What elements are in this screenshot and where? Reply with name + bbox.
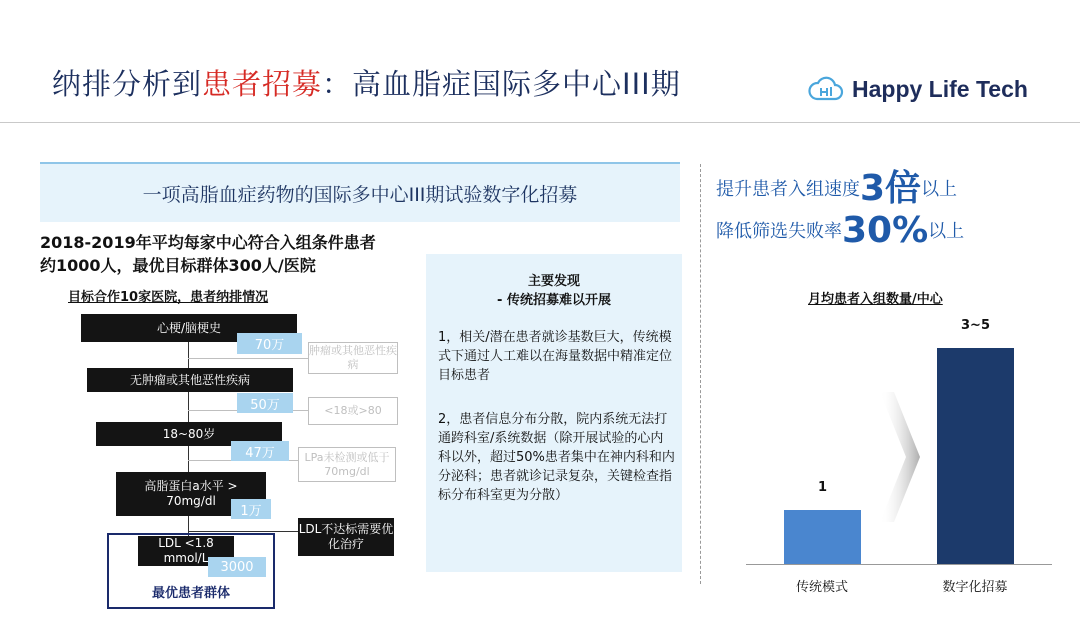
finding-1: 1，相关/潜在患者就诊基数巨大，传统模式下通过人工难以在海量数据中精准定位目标患者: [438, 330, 673, 383]
best-group-label: 最优患者群体: [151, 586, 230, 601]
section-divider: [700, 164, 701, 584]
chart-title: 月均患者入组数量/中心: [808, 292, 943, 307]
exclusion-connector: [188, 531, 298, 532]
flow-step-5: LDL <1.8 mmol/L: [138, 536, 234, 566]
flow-connector: [188, 446, 189, 472]
flow-count-3: 47万: [231, 441, 289, 461]
flow-connector: [188, 392, 189, 422]
header-divider: [0, 122, 1080, 123]
brand-logo: [808, 72, 1028, 106]
x-axis: [746, 564, 1052, 565]
flow-step-1: 心梗/脑梗史: [81, 314, 297, 342]
title-suffix: ：高血脂症国际多中心III期: [322, 67, 681, 101]
summary-line-1: 2018-2019年平均每家中心符合入组条件患者: [40, 233, 376, 252]
category-label-digital: 数字化招募: [942, 580, 1008, 595]
flow-step-3: 18~80岁: [96, 422, 282, 446]
brand-name: Happy Life Tech: [852, 75, 1028, 102]
finding-2: 2，患者信息分布分散，院内系统无法打通跨科室/系统数据（除开展试验的心内科以外，超过50%患者集中在神内科和内分泌科；患者就诊记录复杂，关键检查指标分布科室更为分散）: [438, 412, 675, 503]
exclusion-connector: [188, 358, 308, 359]
page-title: [52, 62, 681, 103]
stat-1-suffix: 以上: [921, 179, 958, 200]
exclusion-3: LPa未检测或低于70mg/dl: [298, 447, 396, 482]
chevron-arrow-icon: [880, 392, 920, 522]
stat-2-suffix: 以上: [928, 221, 965, 242]
findings-heading: [426, 272, 682, 310]
findings-heading-line-1: 主要发现: [527, 274, 580, 289]
title-highlight: 患者招募: [202, 67, 323, 101]
bar-digital: [937, 348, 1014, 564]
title-prefix: 纳排分析到: [52, 67, 203, 101]
cloud-icon: [808, 76, 844, 102]
exclusion-1: 肿瘤或其他恶性疾病: [308, 342, 398, 374]
findings-heading-line-2: - 传统招募难以开展: [497, 293, 611, 308]
flow-count-2: 50万: [237, 393, 293, 413]
bar-value-digital: 3~5: [961, 318, 990, 333]
bar-value-traditional: 1: [817, 480, 828, 495]
stat-2-prefix: 降低筛选失败率: [716, 221, 842, 242]
flow-count-1: 70万: [237, 333, 302, 354]
flow-count-4: 1万: [231, 499, 271, 519]
summary-line-2: 约1000人，最优目标群体300人/医院: [40, 256, 316, 275]
stat-1-prefix: 提升患者入组速度: [716, 179, 860, 200]
flow-title: 目标合作10家医院，患者纳排情况: [68, 290, 269, 305]
flow-step-4: 高脂蛋白a水平 > 70mg/dl: [116, 472, 266, 516]
exclusion-4: LDL不达标需要优化治疗: [298, 518, 394, 556]
stat-enrollment-speed: [716, 160, 957, 211]
bar-traditional: [784, 510, 861, 564]
exclusion-2: <18或>80: [308, 397, 398, 425]
banner-text: 一项高脂血症药物的国际多中心III期试验数字化招募: [142, 183, 578, 206]
stat-screening-failure: [716, 210, 964, 251]
category-label-traditional: 传统模式: [795, 580, 848, 595]
flow-connector: [188, 342, 189, 368]
stat-2-value: 30%: [842, 210, 929, 251]
summary: [40, 231, 460, 277]
banner: [40, 164, 680, 222]
flow-count-5: 3000: [208, 557, 266, 577]
stat-1-value: 3倍: [860, 168, 922, 209]
flow-step-2: 无肿瘤或其他恶性疾病: [87, 368, 293, 392]
